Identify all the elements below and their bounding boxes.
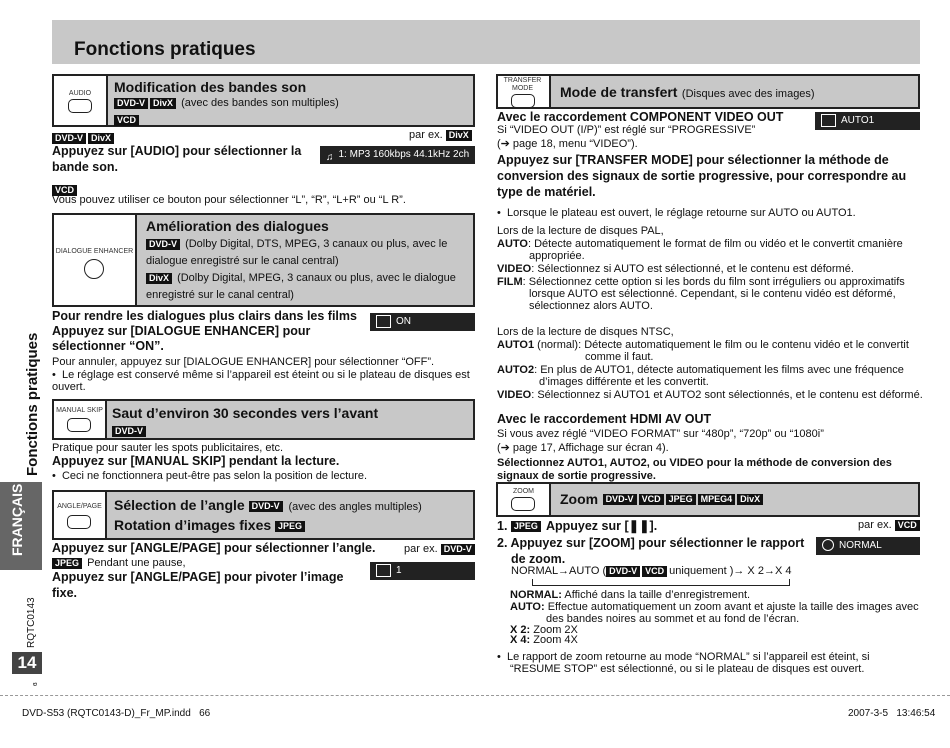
zoom-button-icon <box>511 497 535 511</box>
transfer-button-cell <box>498 76 551 107</box>
zoom-bullet-text: Le rapport de zoom retourne au mode “NORMAL” si l’appareil est éteint, si “RESUME STOP” est sélectionné, ou si le plateau de disques est ouvert. <box>506 651 870 675</box>
zoom-button-cell <box>498 484 551 515</box>
transfer-icon <box>821 114 836 127</box>
transfer-p2: (➔ page 18, menu “VIDEO”). <box>497 138 638 150</box>
dialog-button-cell <box>54 215 137 305</box>
skip-format <box>112 423 148 441</box>
angle-header <box>52 490 475 540</box>
badge-vcd: VCD <box>114 115 139 126</box>
x2-value: Zoom 2X <box>533 624 578 636</box>
auto1-key: AUTO1 <box>497 339 535 351</box>
skip-bullet: • Ceci ne fonctionnera peut-être pas selon la position de lecture. <box>52 470 368 482</box>
audio-desc: (avec des bandes son multiples) <box>181 97 339 109</box>
dialog-button-label: DIALOGUE ENHANCER <box>55 248 134 255</box>
dialog-icon <box>376 315 391 328</box>
transfer-h2: Avec le raccordement HDMI AV OUT <box>497 412 712 426</box>
badge-divx: DivX <box>88 133 114 144</box>
transfer-title-row <box>560 84 815 102</box>
badge-vcd: VCD <box>895 520 920 531</box>
transfer-p1: Si “VIDEO OUT (I/P)” est réglé sur “PROGRESSIVE” <box>497 124 756 136</box>
angle-pause: Pendant une pause, <box>87 557 186 569</box>
angle-display <box>370 562 475 580</box>
badge-mpeg4: MPEG4 <box>698 494 736 505</box>
audio-instruction: Appuyez sur [AUDIO] pour sélectionner la bande son. <box>52 144 302 174</box>
badge-jpeg: JPEG <box>52 558 82 569</box>
transfer-sub: (Disques avec des images) <box>681 88 815 100</box>
footer-left: DVD-S53 (RQTC0143-D)_Fr_MP.indd 66 <box>22 708 211 719</box>
badge-vcd: VCD <box>639 494 664 505</box>
audio-header <box>52 74 475 127</box>
transfer-q2: (➔ page 17, Affichage sur écran 4). <box>497 442 669 454</box>
step2-text: Appuyez sur [ZOOM] pour sélectionner le rapport de zoom. <box>510 536 805 566</box>
badge-divx: DivX <box>737 494 763 505</box>
zoom-step1 <box>497 518 657 533</box>
video2-value: : Sélectionnez si AUTO1 et AUTO2 sont sélectionnés, et le contenu est déformé. <box>531 389 923 401</box>
flow-start: NORMAL→AUTO ( <box>511 565 607 577</box>
angle-title2: Rotation d’images fixes <box>114 517 272 533</box>
auto-value: Effectue automatiquement un zoom avant et ajuste la taille des images avec des bandes noires au sommet et au fond de l’écran. <box>546 601 919 625</box>
transfer-display <box>815 112 920 130</box>
angle-display-text: 1 <box>396 565 402 576</box>
angle-pause-row <box>52 557 186 569</box>
transfer-q3: Sélectionnez AUTO1, AUTO2, ou VIDEO pour la méthode de conversion des signaux de sortie progressive. <box>497 457 892 482</box>
transfer-title: Mode de transfert <box>560 84 678 100</box>
step-num: 1. <box>497 519 508 533</box>
badge-dvdv: DVD-V <box>441 544 475 555</box>
dialog-d2-text: (Dolby Digital, MPEG, 3 canaux ou plus, avec le dialogue enregistré sur le canal central) <box>146 272 456 301</box>
dialog-d1-text: (Dolby Digital, DTS, MPEG, 3 canaux ou plus, avec le dialogue enregistré sur le canal central) <box>146 238 448 267</box>
audio-display <box>320 146 475 164</box>
step1-text: Appuyez sur [❚❚]. <box>545 519 658 533</box>
dialog-header <box>52 213 475 307</box>
zoom-example <box>858 519 922 531</box>
film-key: FILM <box>497 276 523 288</box>
side-section-label: Fonctions pratiques <box>24 332 41 476</box>
transfer-ntsc: Lors de la lecture de disques NTSC, <box>497 326 674 338</box>
auto-key: AUTO <box>497 238 528 250</box>
zoom-button-label: ZOOM <box>513 488 534 495</box>
page-sub: ɞ <box>32 682 39 686</box>
zoom-title-row <box>560 491 765 509</box>
example-label: par ex. <box>858 519 892 531</box>
dialog-display-text: ON <box>396 316 411 327</box>
audio-display-text: 1: MP3 160kbps 44.1kHz 2ch <box>338 149 470 160</box>
dialog-display <box>370 313 475 331</box>
badge-dvdv: DVD-V <box>52 133 86 144</box>
badge-divx: DivX <box>446 130 472 141</box>
badge-jpeg: JPEG <box>511 521 541 532</box>
page-number: 14 <box>12 652 42 674</box>
example-label: par ex. <box>409 129 443 141</box>
auto2-value: : En plus de AUTO1, détecte automatiquement les films avec une fréquence d’images différente et les convertit. <box>534 364 904 388</box>
transfer-button-label: TRANSFER MODE <box>503 77 542 92</box>
angle-instr1: Appuyez sur [ANGLE/PAGE] pour sélectionner l’angle. <box>52 541 376 555</box>
transfer-bullet: • Lorsque le plateau est ouvert, le réglage retourne sur AUTO ou AUTO1. <box>497 207 856 219</box>
dialog-bullet: • Le réglage est conservé même si l’appareil est éteint ou si le plateau de disques est ouvert. <box>52 369 470 393</box>
badge-dvdv: DVD-V <box>249 501 283 512</box>
video-value: : Sélectionnez si AUTO est sélectionné, et le contenu est déformé. <box>531 263 854 275</box>
angle-instr2: Appuyez sur [ANGLE/PAGE] pour pivoter l’image fixe. <box>52 570 344 600</box>
video-key: VIDEO <box>497 263 532 275</box>
transfer-header <box>496 74 920 109</box>
flow-end: uniquement )→ X 2→X 4 <box>669 565 792 577</box>
skip-bullet-text: Ceci ne fonctionnera peut-être pas selon la position de lecture. <box>61 470 368 482</box>
transfer-instr: Appuyez sur [TRANSFER MODE] pour sélectionner la méthode de conversion des signaux de sortie progressive, pour correspondre au type de matériel. <box>497 153 907 199</box>
badge-divx: DivX <box>150 98 176 109</box>
dialog-title: Amélioration des dialogues <box>146 218 329 234</box>
x4-value: Zoom 4X <box>533 634 578 646</box>
page-title: Fonctions pratiques <box>74 39 256 60</box>
angle-button-cell <box>54 492 107 538</box>
badge-jpeg: JPEG <box>275 521 305 532</box>
footer-rule <box>0 695 950 696</box>
transfer-h1: Avec le raccordement COMPONENT VIDEO OUT <box>497 110 784 124</box>
skip-title: Saut d’environ 30 secondes vers l’avant <box>112 405 379 421</box>
dialog-d1 <box>146 236 466 270</box>
dialog-d2 <box>146 270 466 304</box>
badge-jpeg: JPEG <box>666 494 696 505</box>
auto1-value: (normal): Détecte automatiquement le film ou le contenu vidéo et le convertit comme il faut. <box>534 339 909 363</box>
step-num: 2. <box>497 536 508 550</box>
zoom-flow <box>511 565 791 577</box>
zoom-step2 <box>497 535 813 567</box>
transfer-bullet-text: Lorsque le plateau est ouvert, le réglage retourne sur AUTO ou AUTO1. <box>506 207 856 219</box>
footer-right: 2007-3-5 13:46:54 <box>848 708 936 719</box>
skip-instr: Appuyez sur [MANUAL SKIP] pendant la lecture. <box>52 454 340 468</box>
audio-example <box>409 129 474 141</box>
dialog-cancel: Pour annuler, appuyez sur [DIALOGUE ENHANCER] pour sélectionner “OFF”. <box>52 356 435 368</box>
skip-button-label: MANUAL SKIP <box>56 407 103 414</box>
auto-value: : Détecte automatiquement le format de film ou vidéo et le convertit cmanière appropriée. <box>527 238 903 262</box>
auto-key: AUTO: <box>510 601 545 613</box>
video2-key: VIDEO <box>497 389 532 401</box>
dialog-bullet-text: Le réglage est conservé même si l’appareil est éteint ou si le plateau de disques est ouvert. <box>52 369 470 393</box>
badge-dvdv: DVD-V <box>603 494 637 505</box>
angle-title2-row <box>114 517 307 533</box>
badge-dvdv: DVD-V <box>146 239 180 250</box>
zoom-display-text: NORMAL <box>839 540 882 551</box>
dialog-button-icon <box>84 259 104 279</box>
zoom-normal <box>510 589 750 601</box>
camera-icon <box>376 564 391 577</box>
skip-header <box>52 399 475 440</box>
music-note-icon: ♫ <box>326 151 334 163</box>
badge-dvdv: DVD-V <box>112 426 146 437</box>
zoom-display <box>816 537 920 555</box>
transfer-auto1 <box>497 339 915 363</box>
angle-button-label: ANGLE/PAGE <box>57 503 102 510</box>
audio-vcd-note: Vous pouvez utiliser ce bouton pour sélectionner “L”, “R”, “L+R” ou “L R”. <box>52 194 406 206</box>
angle-title1: Sélection de l’angle <box>114 497 245 513</box>
zoom-bullet: • Le rapport de zoom retourne au mode “NORMAL” si l’appareil est éteint, si “RESUME STOP” est sélectionné, ou si le plateau de disques est ouvert. <box>497 651 870 675</box>
example-label: par ex. <box>404 543 438 555</box>
audio-vcd-row <box>114 112 141 130</box>
auto2-key: AUTO2 <box>497 364 535 376</box>
dialog-instr2: Appuyez sur [DIALOGUE ENHANCER] pour sélectionner “ON”. <box>52 324 311 353</box>
zoom-header <box>496 482 920 517</box>
language-label: FRANÇAIS <box>9 483 25 556</box>
badge-vcd: VCD <box>642 566 667 577</box>
badge-dvdv: DVD-V <box>606 566 640 577</box>
audio-button-label: AUDIO <box>68 90 92 97</box>
doc-code: RQTC0143 <box>26 597 37 648</box>
skip-button-icon <box>67 418 91 432</box>
transfer-button-icon <box>511 94 535 108</box>
transfer-auto <box>497 238 915 262</box>
transfer-pal: Lors de la lecture de disques PAL, <box>497 225 664 237</box>
badge-vcd: VCD <box>52 185 77 196</box>
transfer-q1: Si vous avez réglé “VIDEO FORMAT” sur “480p”, “720p” ou “1080i” <box>497 428 824 440</box>
transfer-video2 <box>497 389 927 401</box>
transfer-auto2 <box>497 364 915 388</box>
audio-formats <box>114 97 339 109</box>
zoom-auto <box>510 601 922 625</box>
film-value: : Sélectionnez cette option si les bords du film sont irréguliers ou approximatifs lorsque AUTO est sélectionné. Cependant, si le contenu vidéo est déformé, sélectionnez alors AUTO. <box>522 276 905 312</box>
x4-key: X 4: <box>510 634 531 646</box>
skip-button-cell <box>54 401 107 438</box>
transfer-video <box>497 263 915 275</box>
zoom-title: Zoom <box>560 491 599 507</box>
angle-title1-row <box>114 497 422 513</box>
badge-dvdv: DVD-V <box>114 98 148 109</box>
x2-key: X 2: <box>510 624 531 636</box>
angle-button-icon <box>67 515 91 529</box>
title-band <box>52 20 920 64</box>
audio-button-cell <box>54 76 108 125</box>
angle-d1: (avec des angles multiples) <box>288 501 422 513</box>
skip-desc: Pratique pour sauter les spots publicitaires, etc. <box>52 442 284 454</box>
badge-divx: DivX <box>146 273 172 284</box>
dialog-instr1: Pour rendre les dialogues plus clairs dans les films <box>52 309 357 323</box>
audio-button-icon <box>68 99 92 113</box>
flow-return-arrow <box>532 579 790 586</box>
angle-example <box>404 543 477 555</box>
transfer-film <box>497 276 915 312</box>
transfer-display-text: AUTO1 <box>841 115 875 126</box>
zoom-icon <box>822 539 834 551</box>
normal-key: NORMAL: <box>510 589 562 601</box>
audio-title: Modification des bandes son <box>114 79 307 95</box>
zoom-x4 <box>510 634 578 646</box>
normal-value: Affiché dans la taille d’enregistrement. <box>564 589 751 601</box>
